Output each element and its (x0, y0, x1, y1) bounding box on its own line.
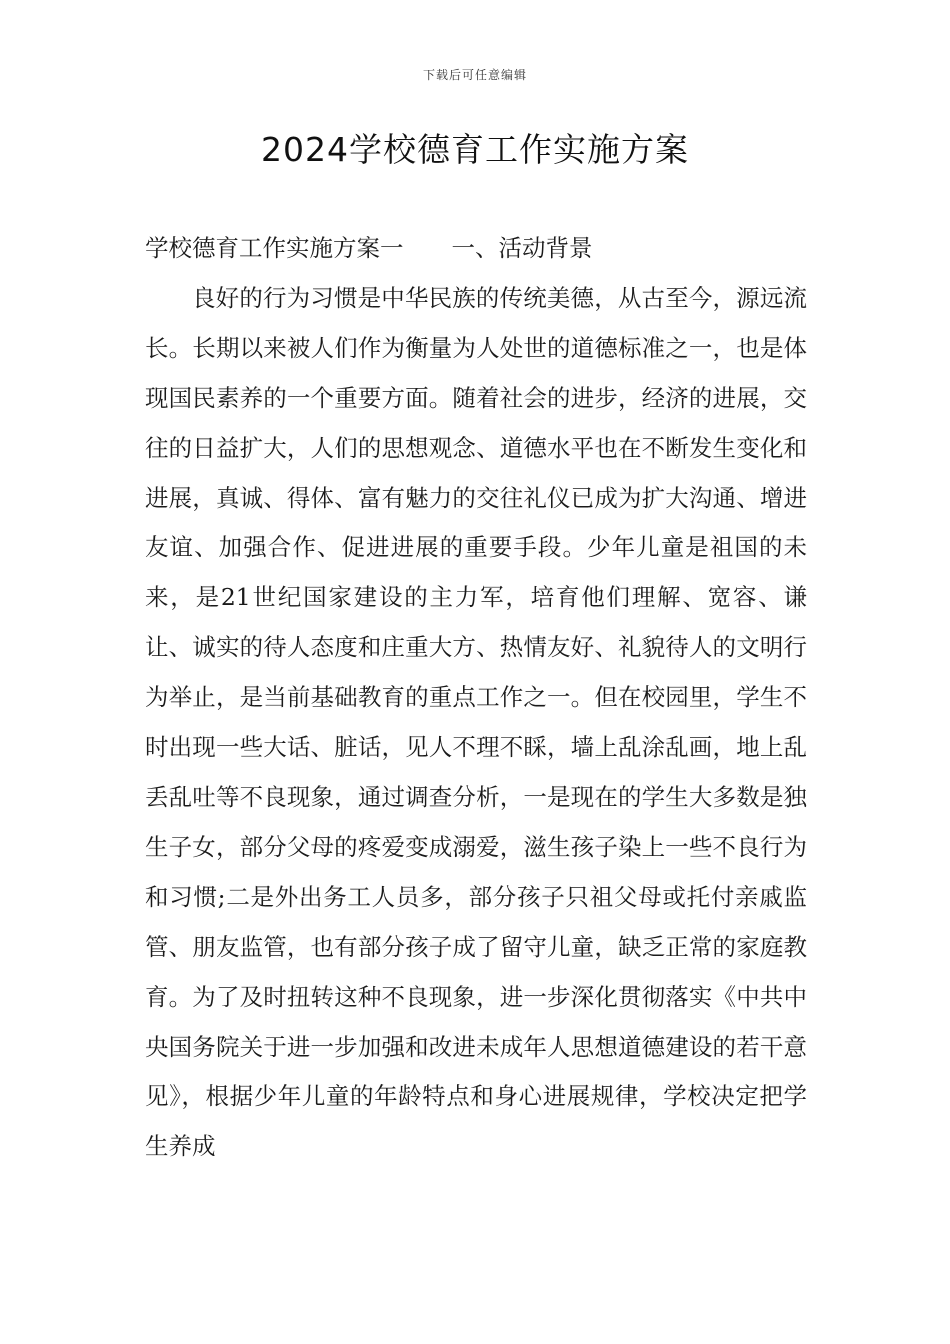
document-body (145, 224, 807, 1172)
body-paragraph: 良好的行为习惯是中华民族的传统美德，从古至今，源远流长。长期以来被人们作为衡量为人处世的道德标准之一，也是体现国民素养的一个重要方面。随着社会的进步，经济的进展，交往的日益扩大，人们的思想观念、道德水平也在不断发生变化和进展，真诚、得体、富有魅力的交往礼仪已成为扩大沟通、增进友谊、加强合作、促进进展的重要手段。少年儿童是祖国的未来，是21世纪国家建设的主力军，培育他们理解、宽容、谦让、诚实的待人态度和庄重大方、热情友好、礼貌待人的文明行为举止，是当前基础教育的重点工作之一。但在校园里，学生不时出现一些大话、脏话，见人不理不睬，墙上乱涂乱画，地上乱丢乱吐等不良现象，通过调查分析，一是现在的学生大多数是独生子女，部分父母的疼爱变成溺爱，滋生孩子染上一些不良行为和习惯;二是外出务工人员多，部分孩子只祖父母或托付亲戚监管、朋友监管，也有部分孩子成了留守儿童，缺乏正常的家庭教育。为了及时扭转这种不良现象，进一步深化贯彻落实《中共中央国务院关于进一步加强和改进未成年人思想道德建设的若干意见》，根据少年儿童的年龄特点和身心进展规律，学校决定把学生养成 (145, 283, 807, 1161)
section-heading: 一、活动背景 (451, 234, 593, 262)
document-title: 2024学校德育工作实施方案 (261, 130, 689, 169)
plan-label: 学校德育工作实施方案一 (145, 234, 404, 262)
download-note: 下载后可任意编辑 (422, 68, 527, 82)
intro-line (145, 224, 807, 274)
